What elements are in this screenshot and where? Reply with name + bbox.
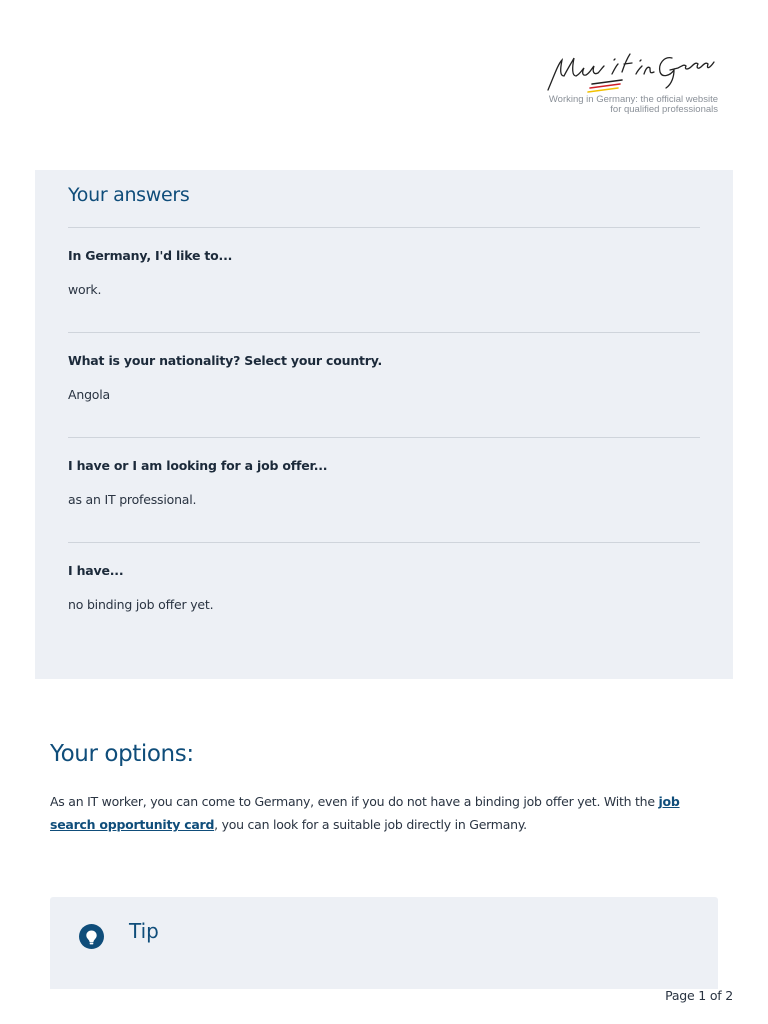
answers-panel — [35, 170, 733, 679]
answer-item — [68, 332, 700, 402]
lightbulb-icon — [79, 924, 104, 949]
make-it-in-germany-logo[interactable] — [528, 46, 718, 116]
page-number: Page 1 of 2 — [665, 988, 733, 1003]
answer-item — [68, 227, 700, 297]
options-heading: Your options: — [50, 741, 194, 767]
logo-tagline-line2: for qualified professionals — [610, 104, 718, 115]
answer-value: work. — [68, 282, 102, 297]
answer-question: I have... — [68, 563, 124, 578]
answer-question: I have or I am looking for a job offer... — [68, 458, 328, 473]
logo-tagline-line1: Working in Germany: the official website — [548, 94, 718, 105]
answer-item — [68, 542, 700, 612]
answers-heading: Your answers — [68, 184, 190, 206]
answer-item — [68, 437, 700, 507]
logo-signature — [528, 46, 718, 96]
answer-value: as an IT professional. — [68, 492, 197, 507]
options-paragraph — [50, 790, 690, 836]
answer-value: no binding job offer yet. — [68, 597, 214, 612]
options-text-end: , you can look for a suitable job directly in Germany. — [214, 817, 527, 832]
answer-question: What is your nationality? Select your country. — [68, 353, 383, 368]
answer-value: Angola — [68, 387, 110, 402]
tip-box — [50, 897, 718, 989]
options-text-start: As an IT worker, you can come to Germany, even if you do not have a binding job offer yet. With the — [50, 794, 659, 809]
answer-question: In Germany, I'd like to... — [68, 248, 233, 263]
job-search-opportunity-card-link[interactable]: job search opportunity card — [50, 794, 680, 832]
tip-heading: Tip — [129, 919, 159, 943]
